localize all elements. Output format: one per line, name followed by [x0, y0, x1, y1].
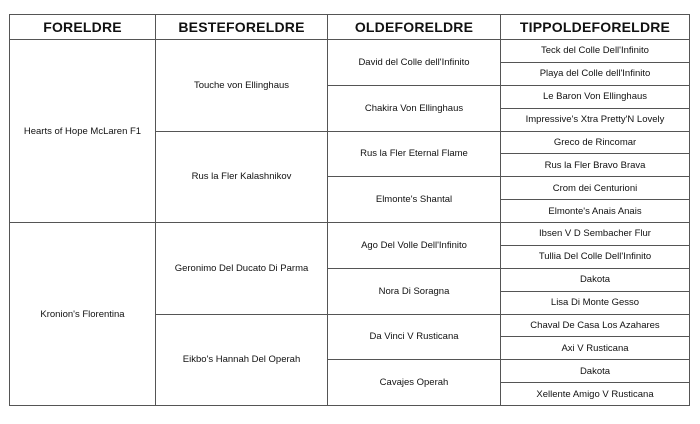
grandparent-cell: Rus la Fler Kalashnikov — [156, 131, 328, 223]
great-grandparent-cell: Chakira Von Ellinghaus — [328, 85, 501, 131]
great-great-grandparent-cell: Dakota — [501, 268, 690, 291]
great-grandparent-cell: Rus la Fler Eternal Flame — [328, 131, 501, 177]
header-parents: FORELDRE — [10, 15, 156, 40]
great-great-grandparent-cell: Impressive's Xtra Pretty'N Lovely — [501, 108, 690, 131]
great-great-grandparent-cell: Crom dei Centurioni — [501, 177, 690, 200]
great-great-grandparent-cell: Tullia Del Colle Dell'Infinito — [501, 245, 690, 268]
pedigree-table — [9, 14, 690, 406]
great-great-grandparent-cell: Lisa Di Monte Gesso — [501, 291, 690, 314]
great-grandparent-cell: David del Colle dell'Infinito — [328, 40, 501, 86]
great-great-grandparent-cell: Teck del Colle Dell'Infinito — [501, 40, 690, 63]
great-grandparent-cell: Elmonte's Shantal — [328, 177, 501, 223]
table-row — [10, 40, 690, 63]
grandparent-cell: Geronimo Del Ducato Di Parma — [156, 223, 328, 315]
great-great-grandparent-cell: Xellente Amigo V Rusticana — [501, 383, 690, 406]
parent-cell: Hearts of Hope McLaren F1 — [10, 40, 156, 223]
great-great-grandparent-cell: Greco de Rincomar — [501, 131, 690, 154]
great-great-grandparent-cell: Elmonte's Anais Anais — [501, 200, 690, 223]
header-great-grandparents: OLDEFORELDRE — [328, 15, 501, 40]
great-grandparent-cell: Cavajes Operah — [328, 360, 501, 406]
great-great-grandparent-cell: Le Baron Von Ellinghaus — [501, 85, 690, 108]
great-grandparent-cell: Nora Di Soragna — [328, 268, 501, 314]
great-great-grandparent-cell: Axi V Rusticana — [501, 337, 690, 360]
great-great-grandparent-cell: Playa del Colle dell'Infinito — [501, 62, 690, 85]
header-great-great-grandparents: TIPPOLDEFORELDRE — [501, 15, 690, 40]
great-great-grandparent-cell: Chaval De Casa Los Azahares — [501, 314, 690, 337]
great-great-grandparent-cell: Ibsen V D Sembacher Flur — [501, 223, 690, 246]
great-grandparent-cell: Ago Del Volle Dell'Infinito — [328, 223, 501, 269]
header-grandparents: BESTEFORELDRE — [156, 15, 328, 40]
grandparent-cell: Touche von Ellinghaus — [156, 40, 328, 132]
great-great-grandparent-cell: Dakota — [501, 360, 690, 383]
table-row — [10, 223, 690, 246]
grandparent-cell: Eikbo's Hannah Del Operah — [156, 314, 328, 406]
header-row — [10, 15, 690, 40]
great-great-grandparent-cell: Rus la Fler Bravo Brava — [501, 154, 690, 177]
parent-cell: Kronion's Florentina — [10, 223, 156, 406]
great-grandparent-cell: Da Vinci V Rusticana — [328, 314, 501, 360]
